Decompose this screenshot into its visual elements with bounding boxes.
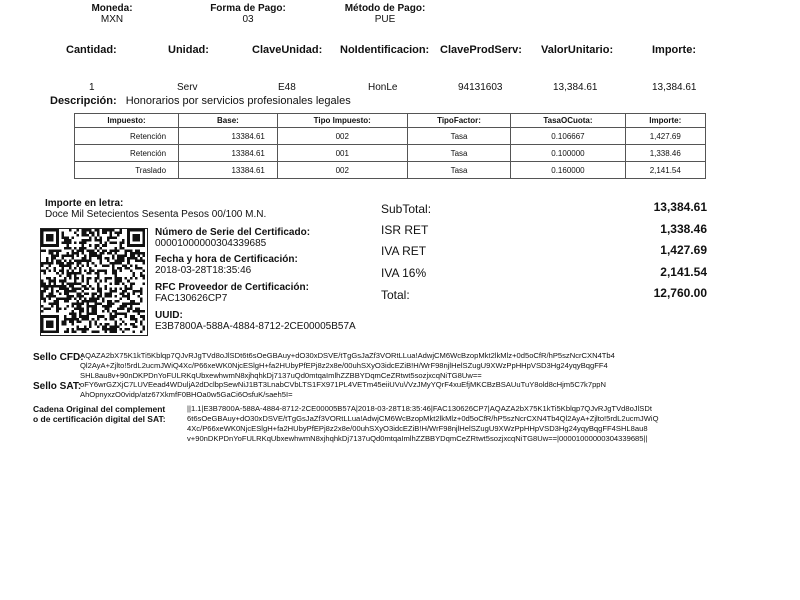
cadena-line: 4Xc/P66xeWK0NjcESlgH+fa2HUbyPfEPj8z2x8e/00uhSXyO3idcEZiB!H/WrF98njlHelSZugU9XWzPpHHpVSD3Hg24yqyBqgFF4SHL8au8 [187, 424, 648, 433]
cert-serie-block [155, 227, 310, 249]
cert-serie-label: Número de Serie del Certificado: [155, 227, 311, 238]
cert-rfc-label: RFC Proveedor de Certificación: [155, 282, 309, 293]
item-valor-unitario: 13,384.61 [553, 82, 598, 93]
item-importe: 13,384.61 [652, 82, 697, 93]
tax-cell: 13384.61 [179, 145, 278, 162]
tax-row [75, 145, 706, 162]
cert-uuid-value: E3B7800A-588A-4884-8712-2CE00005B57A [155, 321, 356, 332]
tax-row [75, 128, 706, 145]
total-label: SubTotal: [381, 202, 432, 216]
col-clave-prod-serv: ClaveProdServ: [440, 44, 522, 56]
item-unidad: Serv [177, 82, 198, 93]
cert-rfc-value: FAC130626CP7 [155, 293, 228, 304]
tax-cell: 002 [277, 128, 407, 145]
item-clave-prod: 94131603 [458, 82, 503, 93]
tax-header-cell: Tipo Impuesto: [277, 114, 407, 128]
col-cantidad: Cantidad: [66, 44, 117, 56]
qr-finder-pattern [127, 229, 145, 247]
sello-sat-value [80, 380, 606, 400]
forma-pago-value: 03 [242, 14, 254, 25]
total-label: IVA 16% [381, 266, 427, 280]
sello-cfd-line: AQAZA2bX75K1kTi5Kblqp7QJvRJgTVd8oJlSDt6t6sOeGBAuy+dO30xDSVE/tTgGsJaZf3VORtLLua!AdwjCM6WcBzopMkt2lkMlz+0d5oCfR/hP5szNcrCXN4Tb4 [80, 351, 615, 360]
col-clave-unidad: ClaveUnidad: [252, 44, 323, 56]
total-value: 1,338.46 [660, 222, 707, 236]
cadena-value [187, 404, 658, 444]
sello-sat-line: oFY6wrGZXjC7LUVEead4WDuljA2dDclbpSewNiJ1BT3LnabCVbLTS1FX971PL4VETm45eiiUVu\/VzJMyYQrF4xuEfjMKCBzBSAUuTuY8old8cHjm5C7k7ppN [80, 380, 607, 389]
total-value: 1,427.69 [660, 243, 707, 257]
cadena-line: v+90nDKPDnYoFULRKqUbxewhwmN8xjhqhkDj7137uQd0mtqaImlhZZBBYDqmCeZRtwt5sozjxcqNiTG8Uw==|00001000000304339685|| [187, 434, 648, 443]
sello-sat-line: AhOpnyxzO0vidp/atz67XkmfF0BHOa0w5GaCi6OsfuK/saeh5I= [80, 390, 293, 399]
cert-fecha-block [155, 254, 298, 276]
tax-cell: Traslado [75, 162, 179, 179]
tax-table [74, 113, 706, 179]
cadena-line: 6t6sOeGBAuy+dO30xDSVE/tTgGsJaZf3VORtLLua!AdwjCM6WcBzopMkt2lkMlz+0d5oCfR/hP5szNcrCXN4Tb4Ql2AyA+Zjlto!5rdL2ucmJWiQ [187, 414, 659, 423]
tax-cell: 001 [277, 145, 407, 162]
tax-cell: 0.160000 [511, 162, 625, 179]
tax-cell: Tasa [407, 145, 511, 162]
tax-row [75, 162, 706, 179]
forma-pago-block [198, 3, 298, 25]
tax-table-header [75, 114, 706, 128]
col-no-identificacion: NoIdentificacion: [340, 44, 430, 56]
tax-cell: Tasa [407, 162, 511, 179]
letra-value: Doce Mil Setecientos Sesenta Pesos 00/100 M.N. [45, 209, 267, 220]
tax-cell: 13384.61 [179, 162, 278, 179]
cadena-label: Cadena Original del complemento de certificación digital del SAT: [33, 404, 166, 424]
total-value: 13,384.61 [653, 200, 707, 214]
qr-finder-pattern [41, 315, 59, 333]
tax-cell: Tasa [407, 128, 511, 145]
forma-pago-label: Forma de Pago: [210, 3, 286, 14]
tax-header-cell: Impuesto: [75, 114, 179, 128]
total-value: 12,760.00 [653, 286, 707, 300]
tax-cell: 002 [277, 162, 407, 179]
tax-header-cell: Importe: [625, 114, 705, 128]
tax-cell: 1,427.69 [625, 128, 705, 145]
cert-uuid-label: UUID: [155, 310, 183, 321]
cadena-line: ||1.1|E3B7800A-588A-4884-8712-2CE00005B57A|2018-03-28T18:35:46|FAC130626CP7|AQAZA2bX75K1kTi5Kblqp7QJvRJgTVd8oJlSDt [187, 404, 652, 413]
total-label: IVA RET [381, 244, 427, 258]
descripcion-row [50, 95, 351, 107]
cert-uuid-block [155, 310, 356, 332]
tax-cell: 0.106667 [511, 128, 625, 145]
cert-rfc-block [155, 282, 309, 304]
item-no-identificacion: HonLe [368, 82, 398, 93]
metodo-pago-block [330, 3, 440, 25]
tax-header-cell: TipoFactor: [407, 114, 511, 128]
sello-cfd-line: Ql2AyA+Zjlto!5rdL2ucmJWiQ4Xc/P66xeWK0NjcESlgH+fa2HUbyPfEPj8z2x8e/00uhSXyO3idcEZiB!H/WrF98njlHelSZugU9XWzPpHHpVSD3Hg24yqyBqgFF4 [80, 361, 608, 370]
sello-cfd-value [80, 351, 615, 381]
moneda-value: MXN [100, 14, 124, 25]
letra-label: Importe en letra: [45, 198, 124, 209]
qr-code-image [41, 229, 145, 333]
moneda-block [72, 3, 152, 25]
cert-serie-value: 00001000000304339685 [155, 238, 267, 249]
tax-header-cell: TasaOCuota: [511, 114, 625, 128]
col-valor-unitario: ValorUnitario: [541, 44, 614, 56]
qr-finder-pattern [41, 229, 59, 247]
descripcion-value: Honorarios por servicios profesionales legales [125, 95, 351, 107]
descripcion-label: Descripción: [50, 95, 117, 107]
item-clave-unidad: E48 [278, 82, 296, 93]
total-label: ISR RET [381, 223, 429, 237]
metodo-pago-label: Método de Pago: [344, 3, 426, 14]
qr-code [40, 228, 148, 336]
sello-sat-label: Sello SAT: [33, 381, 82, 392]
total-value: 2,141.54 [660, 265, 707, 279]
tax-cell: 13384.61 [179, 128, 278, 145]
metodo-pago-value: PUE [374, 14, 396, 25]
tax-cell: 2,141.54 [625, 162, 705, 179]
col-unidad: Unidad: [168, 44, 209, 56]
sello-cfd-label: Sello CFD: [33, 352, 84, 363]
total-label: Total: [381, 288, 410, 302]
tax-cell: 0.100000 [511, 145, 625, 162]
cert-fecha-value: 2018-03-28T18:35:46 [155, 265, 252, 276]
moneda-label: Moneda: [91, 3, 133, 14]
tax-cell: Retención [75, 128, 179, 145]
tax-header-cell: Base: [179, 114, 278, 128]
item-cantidad: 1 [89, 82, 95, 93]
tax-cell: Retención [75, 145, 179, 162]
tax-cell: 1,338.46 [625, 145, 705, 162]
col-importe: Importe: [652, 44, 696, 56]
sello-cfd-line: SHL8au8v+90nDKPDnYoFULRKqUbxewhwmN8xjhqhkDj7137uQd0mtqaImlhZZBBYDqmCeZRtwt5sozjxcqNiTG8Uw== [80, 371, 482, 380]
cert-fecha-label: Fecha y hora de Certificación: [155, 254, 298, 265]
